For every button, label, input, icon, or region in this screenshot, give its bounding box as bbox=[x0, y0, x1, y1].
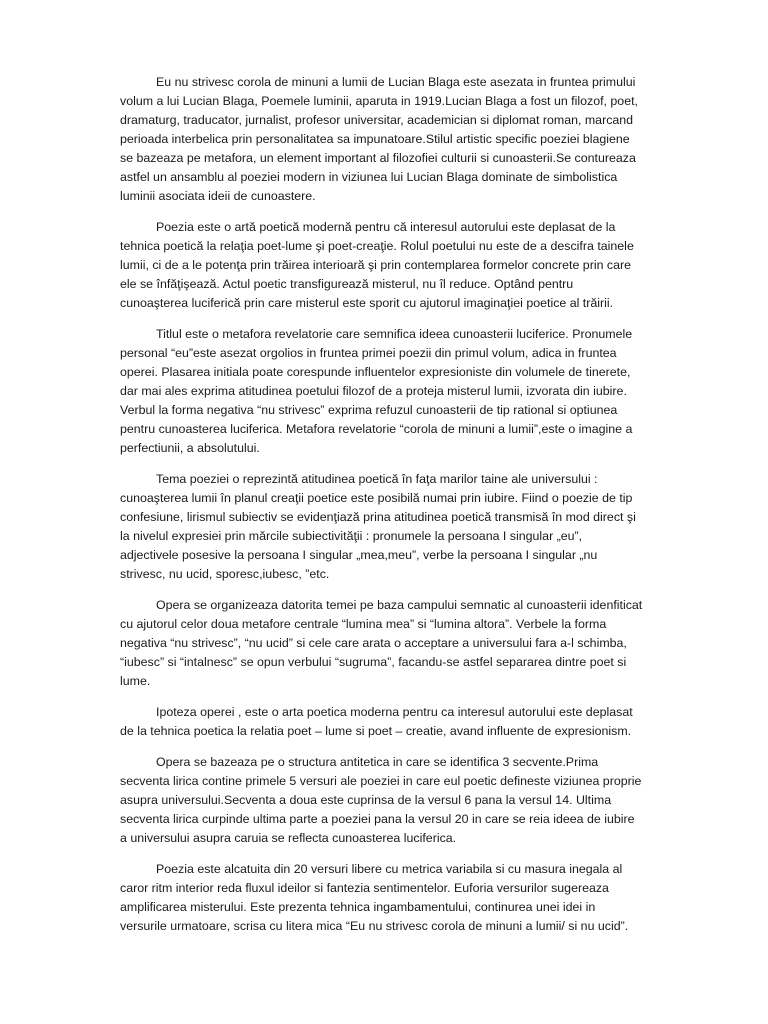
paragraph-7: Opera se bazeaza pe o structura antitetica in care se identifica 3 secvente.Prima secventa lirica contine primele 5 versuri ale poeziei in care eul poetic defineste viziunea proprie asupra universului.Secventa a doua este cuprinsa de la versul 6 pana la versul 14. Ultima secventa lirica curpinde ultima parte a poeziei pana la versul 20 in care se reia ideea de iubire a universului asupra caruia se reflecta cunoasterea luciferica. bbox=[120, 755, 642, 845]
paragraph-2: Poezia este o artă poetică modernă pentru că interesul autorului este deplasat de la tehnica poetică la relaţia poet-lume şi poet-creaţie. Rolul poetului nu este de a descifra tainele lumii, ci de a le potenţa prin trăirea interioară şi prin contemplarea formelor concrete prin care ele se înfăţişează. Actul poetic transfigurează misterul, nu îl reduce. Optând pentru cunoaşterea luciferică prin care misterul este sporit cu ajutorul imaginaţiei poetice al trăirii. bbox=[120, 220, 634, 310]
paragraph-8: Poezia este alcatuita din 20 versuri libere cu metrica variabila si cu masura inegala al caror ritm interior reda fluxul ideilor si fantezia sentimentelor. Euforia versurilor sugereaza amplificarea misterului. Este prezenta tehnica ingambamentului, continurea unei idei in versurile urmatoare, scrisa cu litera mica “Eu nu strivesc corola de minuni a lumii/ si nu ucid”. bbox=[120, 862, 629, 933]
paragraph-5: Opera se organizeaza datorita temei pe baza campului semnatic al cunoasterii idenfiticat cu ajutorul celor doua metafore centrale “lumina mea” si “lumina altora”. Verbele la forma negativa “nu strivesc”, “nu ucid” si cele care arata o acceptare a universului fara a-l schimba, “iubesc” si “intalnesc” se opun verbului “sugruma”, facandu-se astfel separarea dintre poet si lume. bbox=[120, 598, 643, 688]
document-body bbox=[120, 73, 644, 948]
paragraph-3: Titlul este o metafora revelatorie care semnifica ideea cunoasterii luciferice. Pronumele personal “eu”este asezat orgolios in fruntea primei poezii din primul volum, adica in fruntea operei. Plasarea initiala poate corespunde influentelor expresioniste din volumele de tinerete, dar mai ales exprima atitudinea poetului filozof de a proteja misterul lumii, izvorata din iubire. Verbul la forma negativa “nu strivesc” exprima refuzul cunoasterii de tip rational si optiunea pentru cunoasterea luciferica. Metafora revelatorie “corola de minuni a lumii”,este o imagine a perfectiunii, a absolutului. bbox=[120, 327, 633, 455]
paragraph-4: Tema poeziei o reprezintă atitudinea poetică în faţa marilor taine ale universului : cunoaşterea lumii în planul creaţii poetice este posibilă numai prin iubire. Fiind o poezie de tip confesiune, lirismul subiectiv se evidenţiază prina atitudinea poetică transmisă în mod direct şi la nivelul expresiei prin mărcile subiectivităţii : pronumele la persoana I singular „eu”, adjectivele posesive la persoana I singular „mea,meu”, verbe la persoana I singular „nu strivesc, nu ucid, sporesc,iubesc, ”etc. bbox=[120, 472, 636, 581]
paragraph-6: Ipoteza operei , este o arta poetica moderna pentru ca interesul autorului este deplasat de la tehnica poetica la relatia poet – lume si poet – creatie, avand influente de expresionism. bbox=[120, 705, 633, 738]
paragraph-1: Eu nu strivesc corola de minuni a lumii de Lucian Blaga este asezata in fruntea primului volum a lui Lucian Blaga, Poemele luminii, aparuta in 1919.Lucian Blaga a fost un filozof, poet, dramaturg, traducator, jurnalist, profesor universitar, academician si diplomat roman, marcand perioada interbelica prin personalitatea sa impunatoare.Stilul artistic specific poeziei blagiene se bazeaza pe metafora, un element important al filozofiei culturii si cunoasterii.Se contureaza astfel un ansamblu al poeziei modern in viziunea lui Lucian Blaga dominate de simbolistica luminii asociata ideii de cunoastere. bbox=[120, 75, 638, 203]
